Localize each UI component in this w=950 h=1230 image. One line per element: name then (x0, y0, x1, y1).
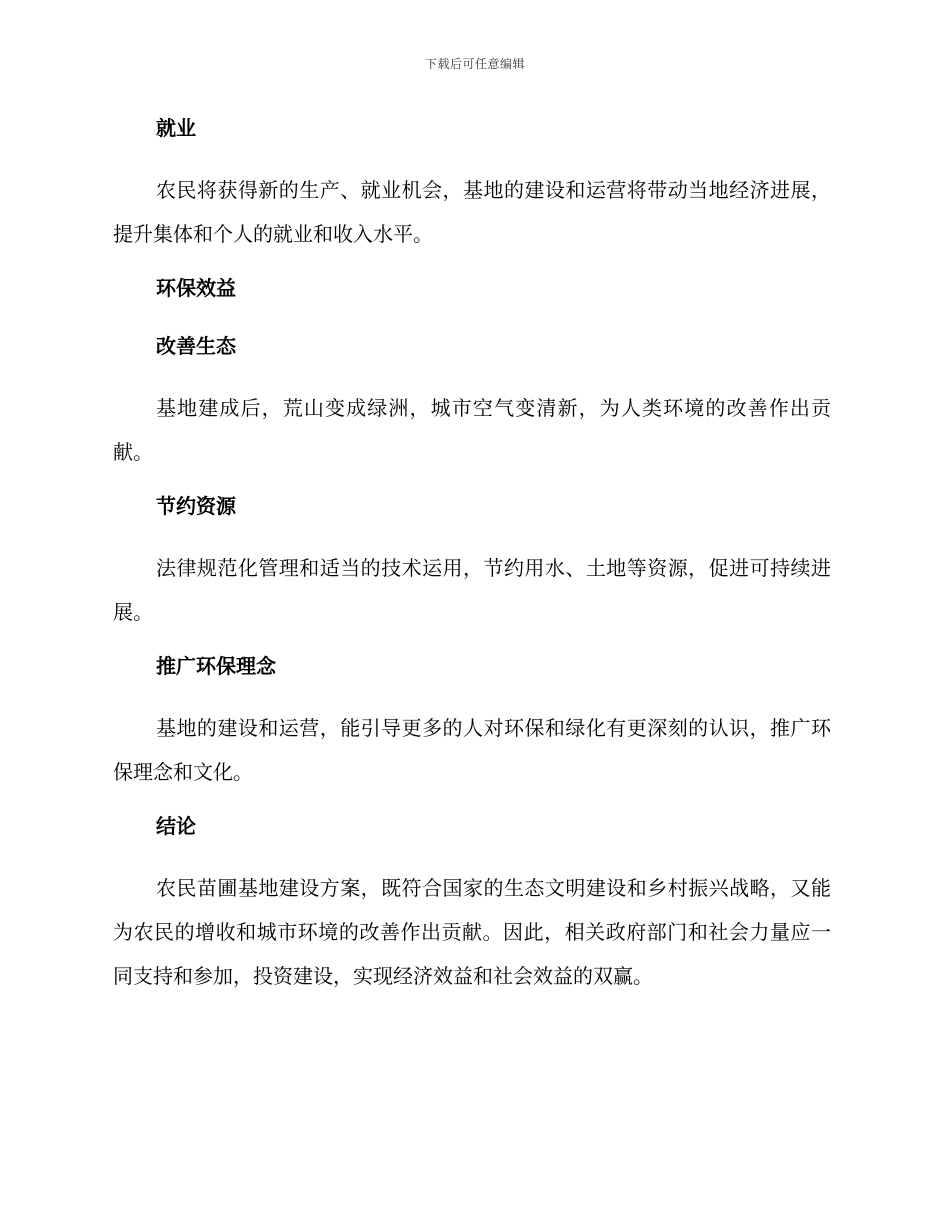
heading-promote-eco-concept: 推广环保理念 (156, 654, 276, 678)
paragraph-save-resources: 法律规范化管理和适当的技术运用，节约用水、土地等资源，促进可持续进展。 (113, 556, 831, 624)
document-body (113, 110, 831, 1012)
paragraph-promote-eco-concept: 基地的建设和运营，能引导更多的人对环保和绿化有更深刻的认识，推广环保理念和文化。 (113, 716, 831, 784)
heading-save-resources: 节约资源 (156, 494, 236, 518)
heading-conclusion: 结论 (156, 814, 196, 838)
paragraph-conclusion: 农民苗圃基地建设方案，既符合国家的生态文明建设和乡村振兴战略，又能为农民的增收和城市环境的改善作出贡献。因此，相关政府部门和社会力量应一同支持和参加，投资建设，实现经济效益和社会效益的双赢。 (113, 876, 831, 988)
heading-improve-ecology: 改善生态 (156, 334, 236, 358)
heading-environmental-benefits: 环保效益 (156, 276, 236, 300)
header-note: 下载后可任意编辑 (424, 57, 525, 71)
heading-employment: 就业 (156, 116, 196, 140)
paragraph-employment: 农民将获得新的生产、就业机会，基地的建设和运营将带动当地经济进展，提升集体和个人的就业和收入水平。 (113, 178, 831, 246)
paragraph-improve-ecology: 基地建成后，荒山变成绿洲，城市空气变清新，为人类环境的改善作出贡献。 (113, 396, 831, 464)
